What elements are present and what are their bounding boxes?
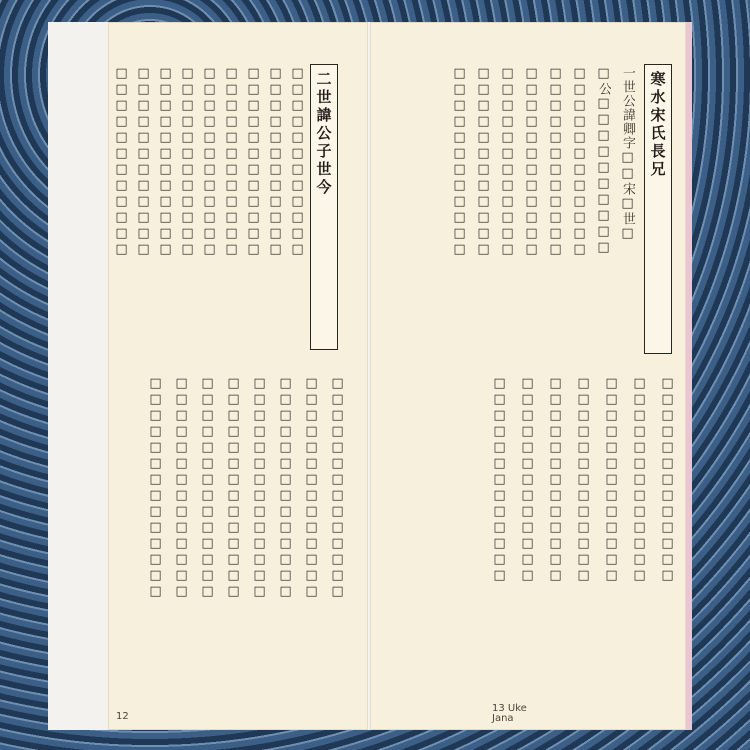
text-column: □□□□□□□□□□□□□□ <box>304 376 319 600</box>
text-column: □公□□□□□□□□□□ <box>596 66 611 256</box>
text-column: □□□□□□□□□□□□ <box>136 66 151 258</box>
text-column: □□□□□□□□□□□□ <box>452 66 467 258</box>
text-column: □□□□□□□□□□□□□□ <box>278 376 293 600</box>
page-number-right: 13 Uke Jana <box>492 703 527 724</box>
text-column: □□□□□□□□□□□□ <box>572 66 587 258</box>
text-column: □□□□□□□□□□□□□□ <box>200 376 215 600</box>
text-column: □□□□□□□□□□□□□ <box>632 376 647 584</box>
text-column: □□□□□□□□□□□□□□ <box>330 376 345 600</box>
text-column: □□□□□□□□□□□□ <box>290 66 305 258</box>
text-column: □□□□□□□□□□□□ <box>524 66 539 258</box>
text-column: □□□□□□□□□□□□□□ <box>226 376 241 600</box>
text-column: □□□□□□□□□□□□□□ <box>174 376 189 600</box>
page-fold <box>686 22 692 730</box>
text-column: □□□□□□□□□□□□ <box>180 66 195 258</box>
text-column: □□□□□□□□□□□□□ <box>492 376 507 584</box>
text-column: □□□□□□□□□□□□ <box>500 66 515 258</box>
text-column: 一世公諱卿字□□宋□世□ <box>620 66 635 242</box>
left-page <box>108 22 368 730</box>
text-column: □□□□□□□□□□□□□ <box>520 376 535 584</box>
text-column: □□□□□□□□□□□□ <box>114 66 129 258</box>
text-column: □□□□□□□□□□□□□□ <box>148 376 163 600</box>
text-column: □□□□□□□□□□□□□ <box>604 376 619 584</box>
book-spread <box>48 22 690 730</box>
page-number-left: 12 <box>116 711 129 722</box>
text-column: □□□□□□□□□□□□ <box>158 66 173 258</box>
text-column: □□□□□□□□□□□□ <box>224 66 239 258</box>
text-column: □□□□□□□□□□□□ <box>268 66 283 258</box>
text-column: □□□□□□□□□□□□ <box>476 66 491 258</box>
right-page-title: 寒水宋氏長兄 <box>644 64 672 354</box>
left-page-title: 二世諱公子世今 <box>310 64 338 350</box>
right-page <box>370 22 686 730</box>
text-column: □□□□□□□□□□□□□ <box>576 376 591 584</box>
text-column: □□□□□□□□□□□□ <box>246 66 261 258</box>
text-column: □□□□□□□□□□□□ <box>202 66 217 258</box>
text-column: □□□□□□□□□□□□□ <box>548 376 563 584</box>
text-column: □□□□□□□□□□□□□□ <box>252 376 267 600</box>
text-column: □□□□□□□□□□□□ <box>548 66 563 258</box>
text-column: □□□□□□□□□□□□□ <box>660 376 675 584</box>
